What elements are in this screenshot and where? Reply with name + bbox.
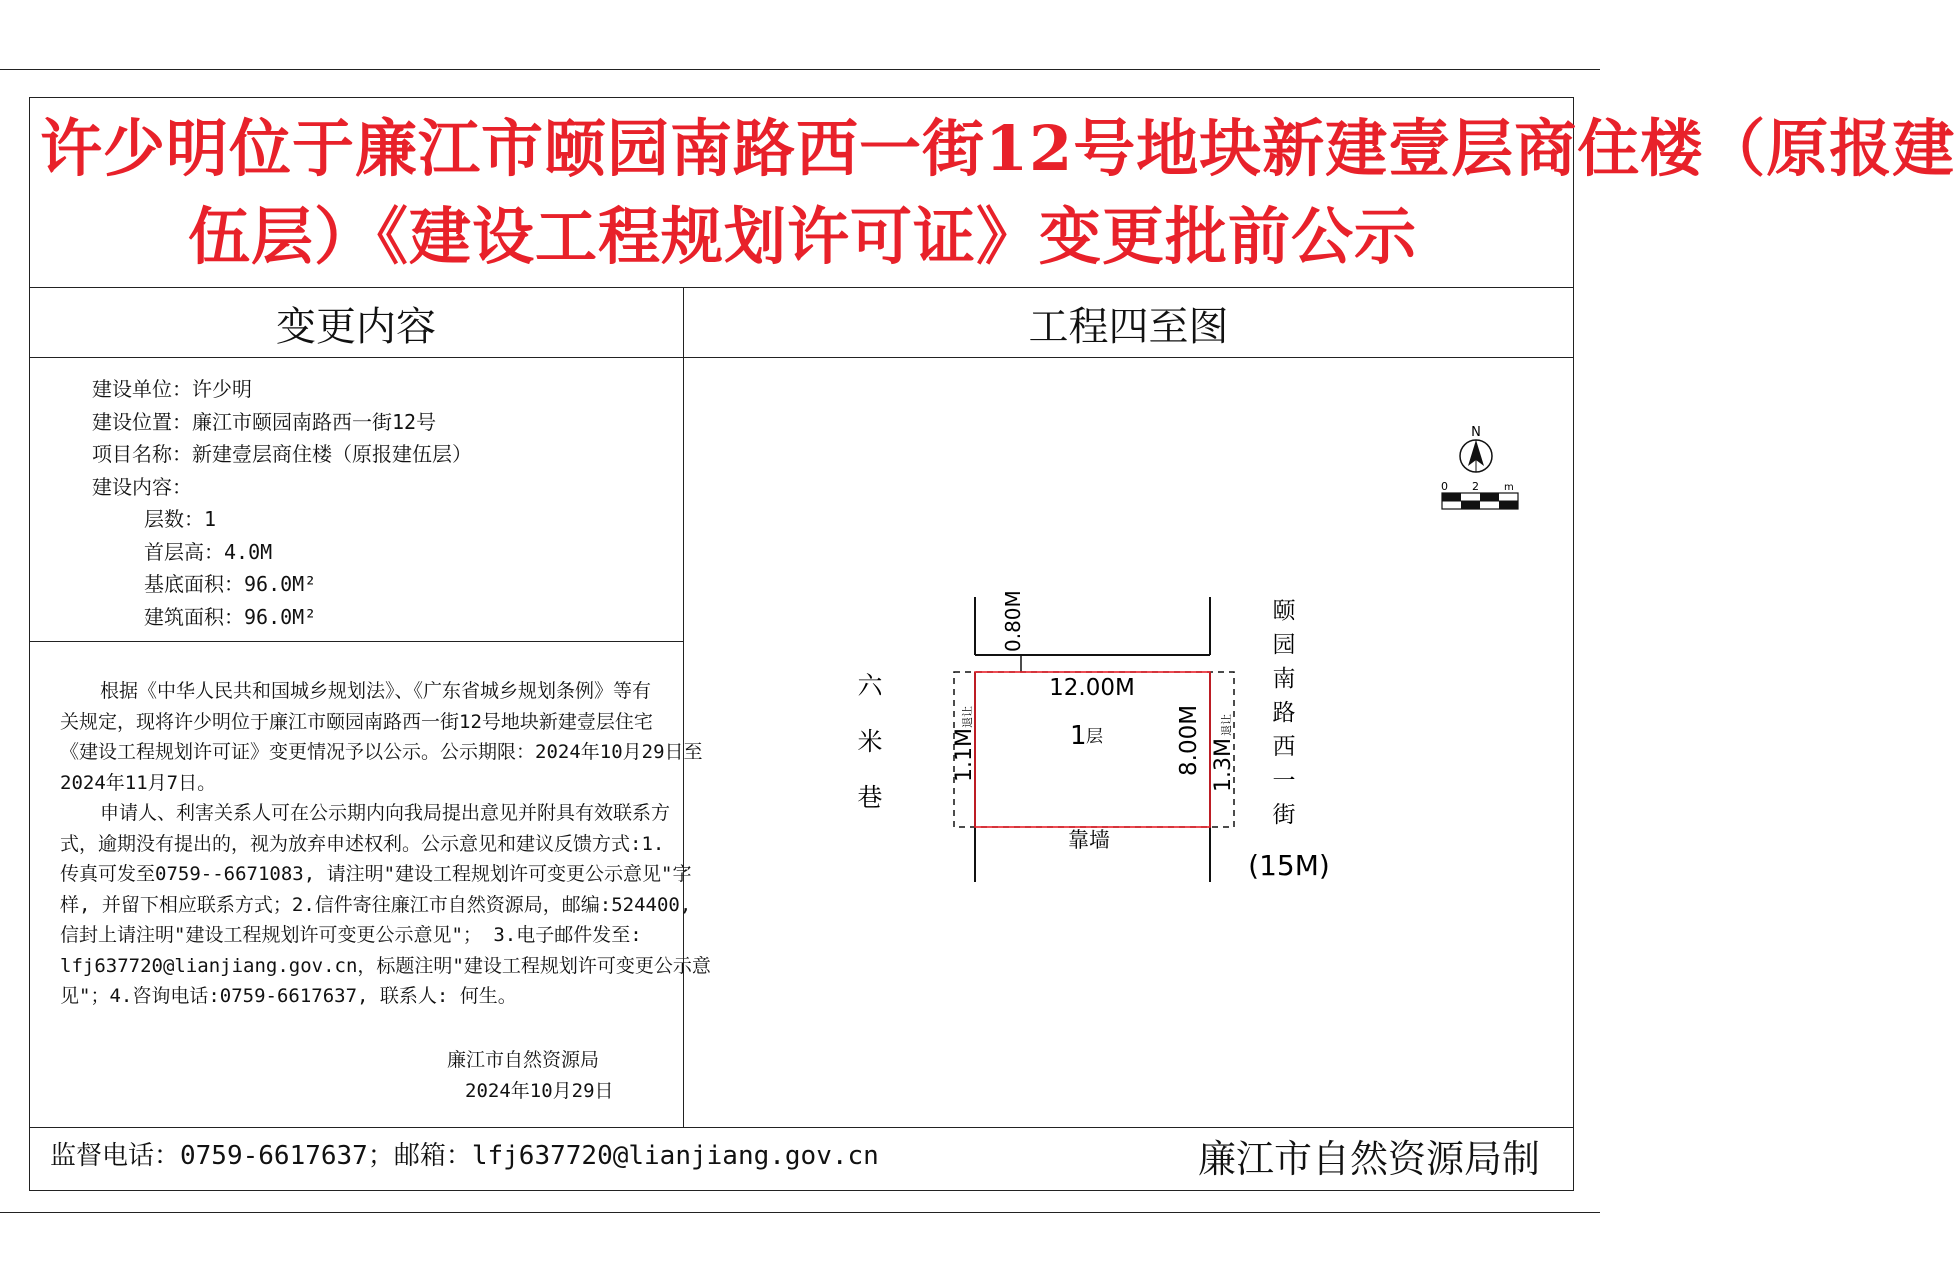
right-setback-dim: 1.3M (1211, 738, 1236, 792)
west-road-char: 六 (857, 671, 883, 700)
scale-block (1461, 501, 1480, 509)
north-arrow-icon (1460, 425, 1492, 472)
south-label: 靠墙 (1068, 828, 1110, 852)
east-road-width: (15M) (1248, 849, 1330, 882)
site-plan-drawing (684, 360, 1574, 1130)
issue-date: 2024年10月29日 (465, 1080, 614, 1102)
east-road-char: 一 (1272, 768, 1296, 794)
left-setback-dim: 1.1M (952, 728, 977, 782)
scale-two: 2 (1472, 480, 1479, 493)
construction-unit: 建设单位：许少明 (92, 377, 252, 401)
notice-line: 《建设工程规划许可证》变更情况予以公示。公示期限：2024年10月29日至 (60, 741, 703, 763)
notice-line: 信封上请注明"建设工程规划许可变更公示意见"； 3.电子邮件发至: (60, 924, 642, 946)
change-content (92, 373, 472, 633)
project-name: 项目名称：新建壹层商住楼（原报建伍层） (92, 442, 472, 466)
floor-count: 层数：1 (144, 507, 217, 531)
construction-location: 建设位置：廉江市颐园南路西一街12号 (92, 409, 437, 434)
construction-content-label: 建设内容： (92, 474, 192, 499)
depth-dim: 8.00M (1176, 704, 1202, 776)
maker-label: 廉江市自然资源局制 (1197, 1137, 1540, 1181)
scale-block (1499, 501, 1518, 509)
scale-bar (1441, 480, 1518, 509)
changes-header: 变更内容 (276, 304, 436, 350)
scale-block (1480, 493, 1499, 501)
left-setback-note: 退让 (961, 706, 974, 728)
notice-line: 见"；4.咨询电话:0759-6617637, 联系人: 何生。 (60, 985, 517, 1007)
notice-title (40, 105, 1955, 281)
scale-unit: m (1504, 482, 1514, 493)
notice-line: 根据《中华人民共和国城乡规划法》、《广东省城乡规划条例》等有 (100, 680, 652, 702)
supervision-contact: 监督电话：0759-6617637；邮箱：lfj637720@lianjiang.gov.cn (50, 1141, 879, 1171)
east-road-char: 西 (1272, 734, 1296, 760)
right-setback-note: 退让 (1220, 714, 1233, 736)
base-area: 基底面积：96.0M² (144, 572, 317, 596)
floor-unit: 层 (1086, 727, 1103, 747)
building-area: 建筑面积：96.0M² (144, 604, 317, 629)
info-divider (29, 641, 683, 642)
top-setback-dim: 0.80M (1001, 590, 1025, 652)
title-line-2: 伍层）《建设工程规划许可证》变更批前公示 (187, 200, 1417, 273)
notice-line: lfj637720@lianjiang.gov.cn，标题注明"建设工程规划许可变更公示意 (60, 954, 711, 977)
notice-line: 2024年11月7日。 (60, 771, 217, 794)
notice-line: 关规定，现将许少明位于廉江市颐园南路西一街12号地块新建壹层住宅 (60, 710, 653, 733)
site-plan (684, 360, 1574, 1130)
east-road-char: 园 (1272, 632, 1296, 658)
east-road-char: 路 (1272, 700, 1296, 726)
title-line-1: 许少明位于廉江市颐园南路西一街12号地块新建壹层商住楼（原报建 (40, 112, 1955, 185)
issuer-signature: 廉江市自然资源局 (447, 1049, 600, 1071)
notice-line: 式，逾期没有提出的，视为放弃申述权利。公示意见和建议反馈方式:1. (60, 832, 665, 855)
site-plan-header: 工程四至图 (1028, 304, 1229, 350)
east-road-char: 南 (1272, 666, 1296, 692)
first-floor-height: 首层高：4.0M (144, 539, 273, 564)
width-dim: 12.00M (1049, 675, 1135, 701)
east-road-char: 街 (1272, 802, 1296, 828)
title-divider (29, 287, 1574, 288)
west-road-char: 米 (857, 727, 883, 756)
notice-line: 传真可发至0759--6671083, 请注明"建设工程规划许可变更公示意见"字 (60, 863, 692, 885)
north-label: N (1471, 425, 1481, 440)
scale-block (1442, 493, 1461, 501)
notice-line: 申请人、利害关系人可在公示期内向我局提出意见并附具有效联系方 (100, 802, 671, 824)
west-road-char: 巷 (857, 783, 883, 812)
notice-line: 样, 并留下相应联系方式；2.信件寄往廉江市自然资源局，邮编:524400, (60, 893, 692, 916)
floor-number: 1 (1070, 721, 1087, 751)
scale-zero: 0 (1441, 480, 1448, 493)
notice-body (60, 676, 711, 1012)
east-road-char: 颐 (1272, 598, 1296, 624)
